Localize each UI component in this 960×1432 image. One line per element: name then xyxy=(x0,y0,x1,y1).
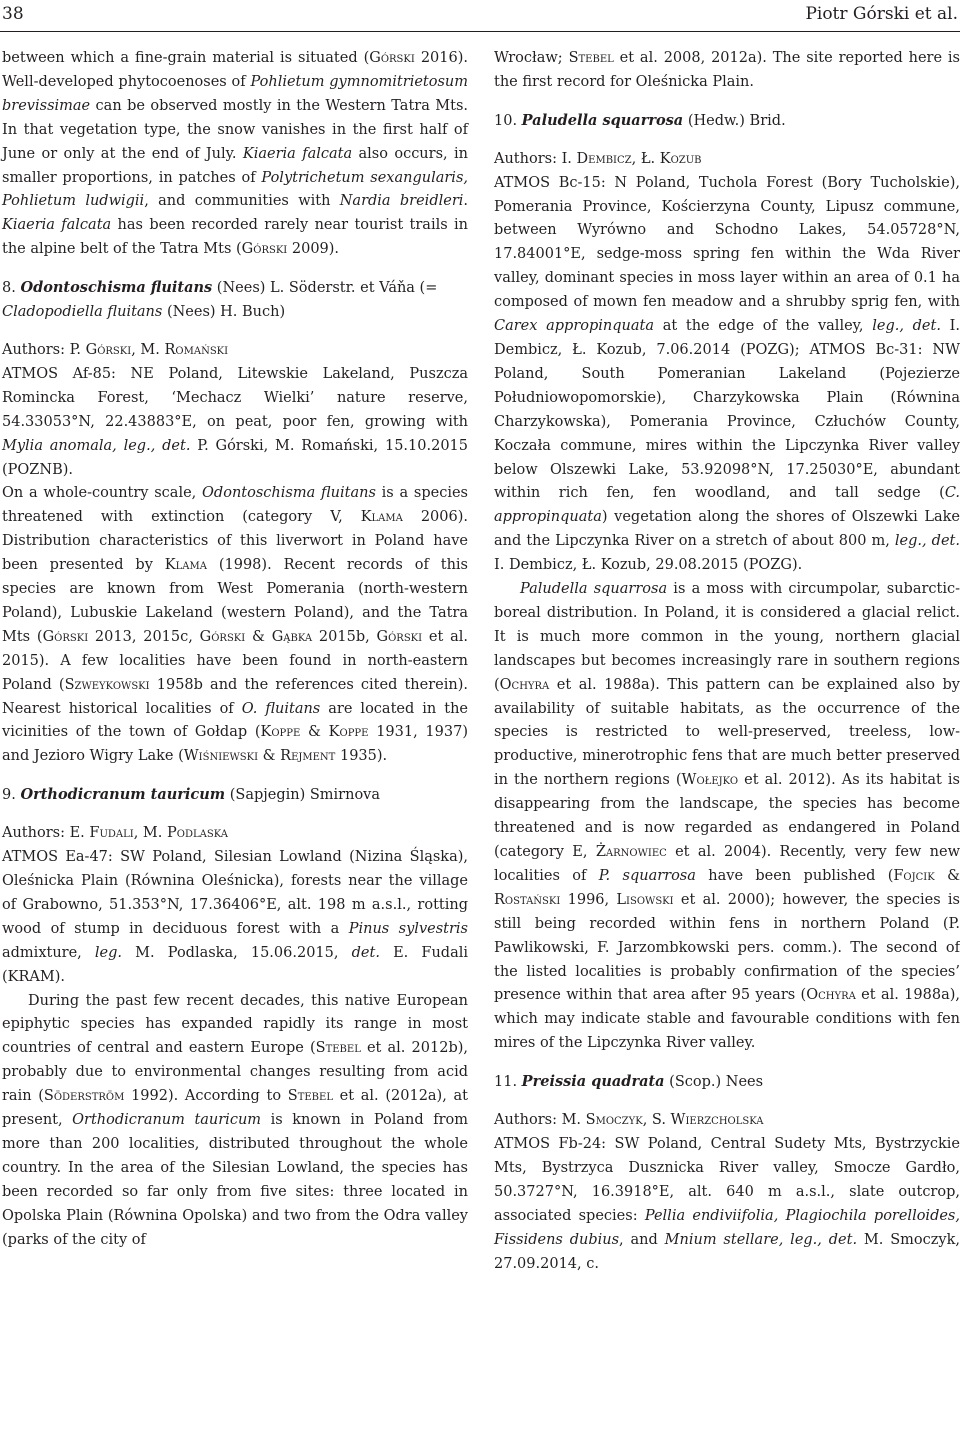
species-8-record: ATMOS Af-85: NE Poland, Litewskie Lakeland, Puszcza Romincka Forest, ‘Mechacz Wielki’ nature reserve, 54.33053°N, 22.43883°E, on peat, poor fen, growing with Mylia anomala, leg., det. P. Górski, M. Romański, 15.10.2015 (POZNB). xyxy=(2,365,468,478)
species-11-authors: Authors: M. Smoczyk, S. Wierzcholska xyxy=(494,1112,764,1129)
header-rule xyxy=(0,31,960,32)
species-9-record: ATMOS Ea-47: SW Poland, Silesian Lowland (Nizina Śląska), Oleśnicka Plain (Równina Oleśnicka), forests near the village of Grabowno, 51.353°N, 17.36406°E, alt. 198 m a.s.l., rotting wood of stump in deciduous forest with a Pinus sylvestris admixture, leg. M. Podlaska, 15.06.2015, det. E. Fudali (KRAM). xyxy=(2,849,469,985)
species-10-discussion: Paludella squarrosa is a moss with circumpolar, subarctic-boreal distribution. In Poland, it is considered a glacial relict. It is much more common in the young, northern glacial landscapes but becomes increasingly rare in southern regions (Ochyra et al. 1988a). This pattern can be explained also by availability of suitable habitats, as the occurrence of the species is restricted to well-preserved, treeless, low-productive, minerotrophic fens that are much better preserved in the northern regions (Wołejko et al. 2012). As its habitat is disappearing from the landscape, the species has become threatened and is now regarded as endangered in Poland (category E, Żarnowiec et al. 2004). Recently, very few new localities of P. squarrosa have been published (Fojcik & Rostański 1996, Lisowski et al. 2000); however, the species is still being recorded within fens in northern Poland (P. Pawlikowski, F. Jarzombkowski pers. comm.). The second of the listed localities is probably confirmation of the species’ presence within that area after 95 years (Ochyra et al. 1988a), which may indicate stable and favourable conditions with fen mires of the Lipczynka River valley. xyxy=(494,581,960,1052)
species-9-authors: Authors: E. Fudali, M. Podlaska xyxy=(2,825,228,842)
species-8-discussion: On a whole-country scale, Odontoschisma fluitans is a species threatened with extinction (category V, Klama 2006). Distribution characteristics of this liverwort in Poland have been presented by Klama (1998). Recent records of this species are known from West Pomerania (north-western Poland), Lubuskie Lakeland (western Poland), and the Tatra Mts (Górski 2013, 2015c, Górski & Gąbka 2015b, Górski et al. 2015). A few localities have been found in north-eastern Poland (Szweykowski 1958b and the references cited therein). Nearest historical localities of O. fluitans are located in the vicinities of the town of Gołdap (Koppe & Koppe 1931, 1937) and Jezioro Wigry Lake (Wiśniewski & Rejment 1935). xyxy=(2,485,469,765)
species-9-heading: 9. Orthodicranum tauricum (Sapjegin) Smirnova xyxy=(2,786,381,804)
species-11-heading: 11. Preissia quadrata (Scop.) Nees xyxy=(494,1073,764,1091)
paragraph-kiaeria-continuation: between which a fine-grain material is situated (Górski 2016). Well-developed phytocoenoses of Pohlietum gymnomitrietosum brevissimae can be observed mostly in the Western Tatra Mts. In that vegetation type, the snow vanishes in the first half of June or only at the end of July. Kiaeria falcata also occurs, in smaller proportions, in patches of Polytrichetum sexangularis, Pohlietum ludwigii, and communities with Nardia breidleri. Kiaeria falcata has been recorded rarely near tourist trails in the alpine belt of the Tatra Mts (Górski 2009). xyxy=(2,50,469,258)
species-9-discussion: During the past few recent decades, this native European epiphytic species has expanded rapidly its range in most countries of central and eastern Europe (Stebel et al. 2012b), probably due to environmental changes resulting from acid rain (Söderström 1992). According to Stebel et al. (2012a), at present, Orthodicranum tauricum is known in Poland from more than 200 localities, distributed throughout the whole country. In the area of the Silesian Lowland, the species has been recorded so far only from five sites: three located in Opolska Plain (Równina Opolska) and two from the Odra valley (parks of the city of xyxy=(2,992,468,1248)
running-head-authors: Piotr Górski et al. xyxy=(805,4,958,24)
species-8-heading: 8. Odontoschisma fluitans (Nees) L. Söderstr. et Váňa (= Cladopodiella fluitans (Nees) H. Buch) xyxy=(2,279,438,321)
right-column xyxy=(494,47,960,1276)
species-10-heading: 10. Paludella squarrosa (Hedw.) Brid. xyxy=(494,111,786,129)
species-11-record: ATMOS Fb-24: SW Poland, Central Sudety Mts, Bystrzyckie Mts, Bystrzyca Dusznicka River valley, Smocze Gardło, 50.3727°N, 16.3918°E, alt. 640 m a.s.l., slate outcrop, associated species: Pellia endiviifolia, Plagiochila porelloides, Fissidens dubius, and Mnium stellare, leg., det. M. Smoczyk, 27.09.2014, c. xyxy=(494,1135,960,1272)
paragraph-orthodicranum-continuation: Wrocław; Stebel et al. 2008, 2012a). The site reported here is the first record for Oleśnicka Plain. xyxy=(494,50,960,90)
species-8-authors: Authors: P. Górski, M. Romański xyxy=(2,341,229,358)
species-10-authors: Authors: I. Dembicz, Ł. Kozub xyxy=(494,150,702,167)
running-head xyxy=(2,2,958,28)
left-column xyxy=(2,47,468,1253)
species-10-record: ATMOS Bc-15: N Poland, Tuchola Forest (Bory Tucholskie), Pomerania Province, Kościerzyna County, Lipusz commune, between Wyrówno and Schodno Lakes, 54.05728°N, 17.84001°E, sedge-moss spring fen within the Wda River valley, dominant species in moss layer within an area of 0.1 ha composed of mown fen meadow and a shrubby sprig fen, with Carex appropinquata at the edge of the valley, leg., det. I. Dembicz, Ł. Kozub, 7.06.2014 (POZG); ATMOS Bc-31: NW Poland, South Pomeranian Lakeland (Pojezierze Południowopomorskie), Charzykowska Plain (Równina Charzykowska), Pomerania Province, Człuchów County, Koczała commune, mires within the Lipczynka River valley below Olszewki Lake, 53.92098°N, 17.25030°E, abundant within rich fen, fen woodland, and tall sedge (C. appropinquata) vegetation along the shores of Olszewki Lake and the Lipczynka River on a stretch of about 800 m, leg., det. I. Dembicz, Ł. Kozub, 29.08.2015 (POZG). xyxy=(494,174,960,574)
page-number: 38 xyxy=(2,4,24,24)
